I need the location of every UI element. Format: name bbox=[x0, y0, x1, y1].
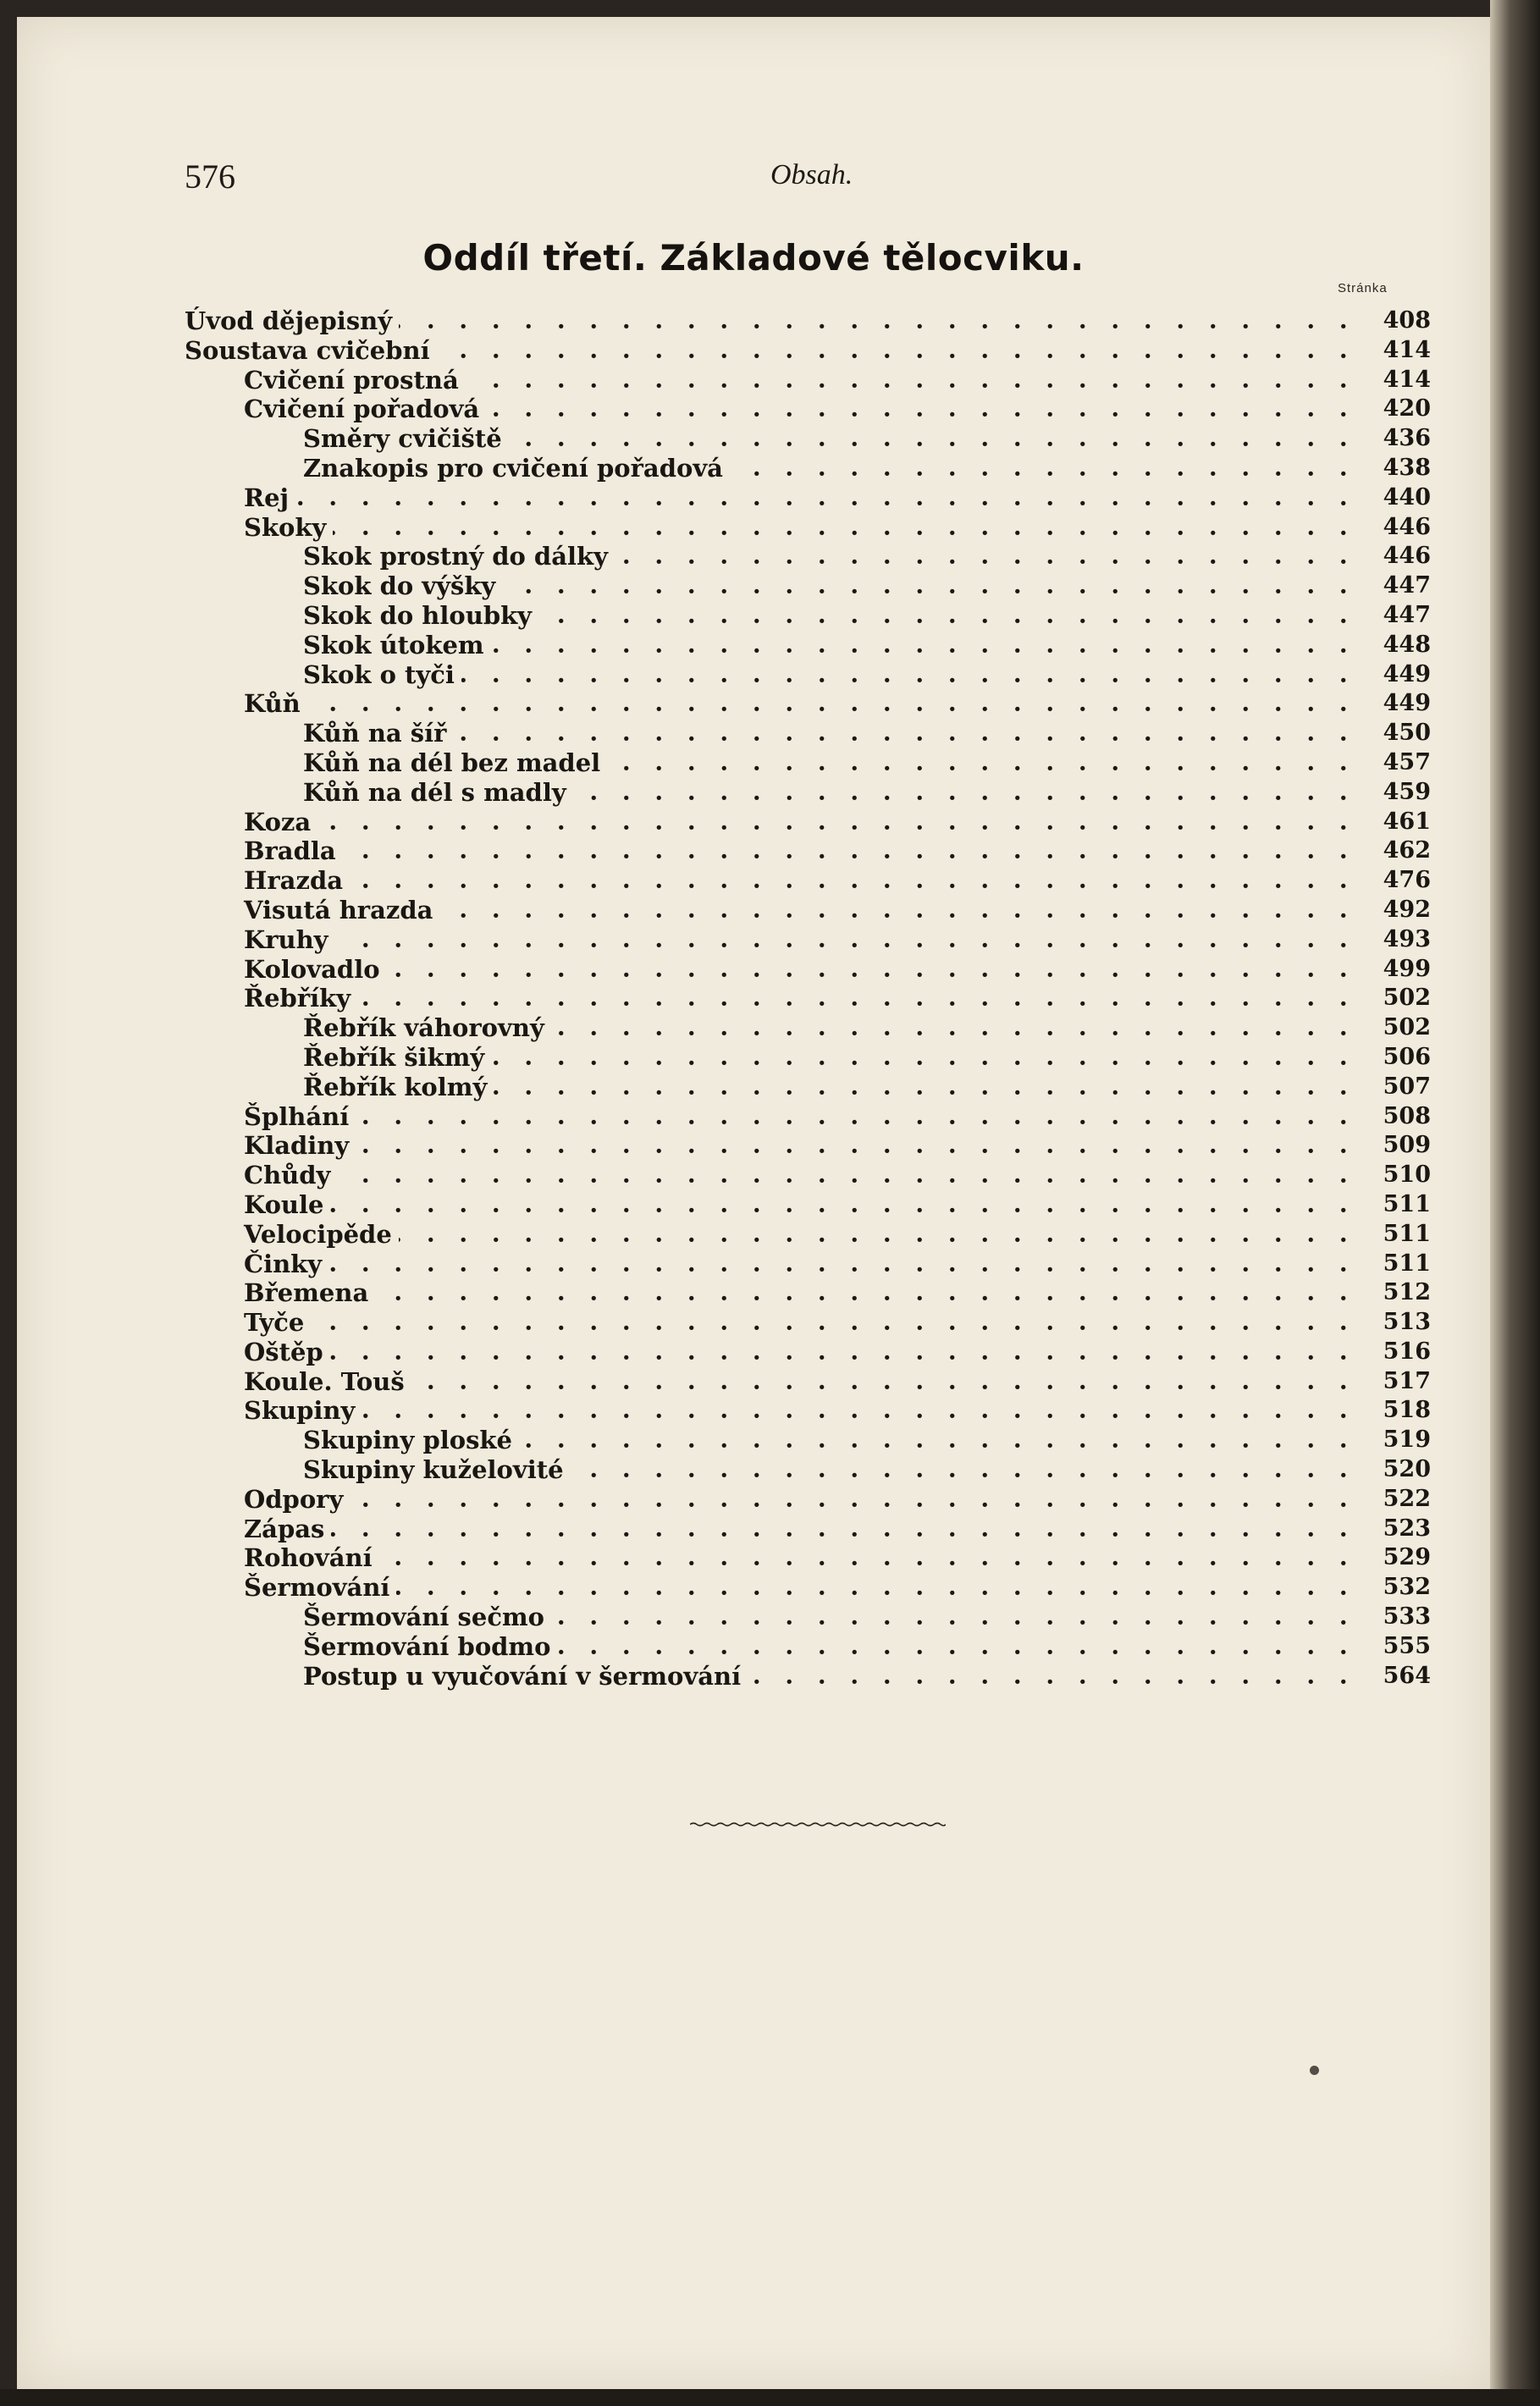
toc-entry-title: Soustava cvičební bbox=[185, 335, 430, 365]
toc-entry-title: Řebřík kolmý bbox=[303, 1072, 488, 1101]
dot-leader bbox=[379, 1543, 1372, 1573]
toc-entry-page: 438 bbox=[1383, 454, 1431, 481]
toc-entry-title: Bradla bbox=[244, 836, 336, 866]
toc-entry bbox=[185, 542, 1431, 571]
dot-leader bbox=[607, 748, 1372, 778]
toc-entry bbox=[185, 984, 1431, 1013]
dot-leader bbox=[730, 454, 1372, 483]
toc-entry bbox=[185, 1632, 1431, 1662]
toc-entry-page: 509 bbox=[1383, 1132, 1431, 1159]
toc-entry bbox=[185, 454, 1431, 483]
toc-entry bbox=[185, 1396, 1431, 1426]
toc-entry-page: 461 bbox=[1383, 808, 1431, 835]
dot-leader bbox=[343, 836, 1372, 866]
toc-entry-page: 516 bbox=[1383, 1338, 1431, 1365]
toc-entry bbox=[185, 1455, 1431, 1485]
toc-entry-title: Rohování bbox=[244, 1543, 373, 1573]
toc-entry bbox=[185, 1662, 1431, 1691]
toc-entry bbox=[185, 1102, 1431, 1132]
toc-entry-page: 459 bbox=[1383, 778, 1431, 805]
toc-entry-title: Břemena bbox=[244, 1278, 369, 1308]
toc-entry-title: Koza bbox=[244, 807, 312, 836]
toc-entry-page: 450 bbox=[1383, 720, 1431, 747]
page-edge-shadow bbox=[1490, 0, 1540, 2406]
toc-entry bbox=[185, 689, 1431, 719]
toc-entry-page: 492 bbox=[1383, 896, 1431, 923]
dot-leader bbox=[311, 1308, 1372, 1338]
toc-entry-page: 440 bbox=[1383, 483, 1431, 510]
toc-entry-page: 510 bbox=[1383, 1162, 1431, 1189]
toc-entry bbox=[185, 778, 1431, 808]
dot-leader bbox=[491, 1043, 1372, 1073]
dot-leader bbox=[519, 1426, 1372, 1455]
toc-entry-title: Skoky bbox=[244, 512, 327, 542]
toc-entry-title: Skupiny bbox=[244, 1396, 356, 1426]
toc-entry-page: 511 bbox=[1383, 1220, 1431, 1247]
dot-leader bbox=[362, 1396, 1372, 1426]
toc-entry-page: 408 bbox=[1383, 307, 1431, 334]
toc-entry bbox=[185, 1190, 1431, 1220]
toc-entry bbox=[185, 395, 1431, 424]
toc-entry-title: Koule bbox=[244, 1189, 324, 1219]
toc-entry-title: Oštěp bbox=[244, 1337, 323, 1366]
toc-entry bbox=[185, 1485, 1431, 1515]
toc-entry-title: Cvičení prostná bbox=[244, 365, 459, 395]
dot-leader bbox=[356, 1102, 1372, 1132]
toc-entry-page: 414 bbox=[1383, 336, 1431, 363]
toc-entry-page: 414 bbox=[1383, 366, 1431, 393]
toc-entry-page: 564 bbox=[1383, 1662, 1431, 1689]
toc-entry-title: Skok prostný do dálky bbox=[303, 542, 608, 571]
dot-leader bbox=[335, 925, 1372, 955]
toc-entry-title: Činky bbox=[244, 1249, 323, 1278]
ornamental-divider bbox=[690, 1820, 946, 1829]
page-column-label: Stránka bbox=[1338, 281, 1388, 295]
toc-entry bbox=[185, 336, 1431, 366]
toc-entry-page: 533 bbox=[1383, 1603, 1431, 1631]
toc-entry-title: Skok o tyči bbox=[303, 659, 455, 689]
toc-entry-page: 507 bbox=[1383, 1073, 1431, 1100]
toc-entry-title: Řebřík šikmý bbox=[303, 1042, 485, 1072]
dot-leader bbox=[509, 424, 1372, 454]
dot-leader bbox=[551, 1603, 1372, 1632]
toc-entry bbox=[185, 1515, 1431, 1544]
toc-entry-page: 519 bbox=[1383, 1426, 1431, 1454]
toc-entry-page: 517 bbox=[1383, 1367, 1431, 1394]
toc-entry-title: Visutá hrazda bbox=[244, 895, 433, 924]
dot-leader bbox=[491, 631, 1372, 660]
toc-entry bbox=[185, 571, 1431, 601]
toc-entry-title: Postup u vyučování v šermování bbox=[303, 1661, 742, 1691]
dot-leader bbox=[317, 808, 1372, 837]
toc-entry-title: Tyče bbox=[244, 1308, 305, 1338]
toc-entry-title: Rej bbox=[244, 483, 290, 512]
toc-entry bbox=[185, 483, 1431, 513]
toc-entry-title: Chůdy bbox=[244, 1161, 331, 1190]
dot-leader bbox=[333, 513, 1372, 543]
page-number: 576 bbox=[185, 157, 235, 196]
toc-entry bbox=[185, 1220, 1431, 1250]
toc-entry bbox=[185, 866, 1431, 896]
dot-leader bbox=[399, 306, 1372, 336]
toc-entry-title: Šermování sečmo bbox=[303, 1603, 545, 1632]
dot-leader bbox=[461, 660, 1372, 690]
toc-entry bbox=[185, 1043, 1431, 1073]
dot-leader bbox=[538, 601, 1372, 631]
toc-entry-page: 555 bbox=[1383, 1632, 1431, 1659]
toc-entry-title: Kladiny bbox=[244, 1131, 350, 1161]
toc-entry-page: 511 bbox=[1383, 1250, 1431, 1277]
toc-entry-title: Cvičení pořadová bbox=[244, 395, 480, 424]
toc-entry-title: Znakopis pro cvičení pořadová bbox=[303, 453, 723, 483]
toc-entry-title: Kůň na dél s madly bbox=[303, 777, 566, 807]
toc-entry-page: 448 bbox=[1383, 631, 1431, 658]
dot-leader bbox=[494, 1073, 1372, 1102]
toc-entry-page: 502 bbox=[1383, 1014, 1431, 1041]
toc-entry-title: Skupiny kuželovité bbox=[303, 1455, 564, 1485]
dot-leader bbox=[357, 984, 1372, 1013]
toc-entry bbox=[185, 1278, 1431, 1308]
toc-entry bbox=[185, 1367, 1431, 1397]
toc-entry bbox=[185, 1250, 1431, 1279]
toc-entry-page: 502 bbox=[1383, 985, 1431, 1012]
toc-entry-page: 512 bbox=[1383, 1279, 1431, 1306]
toc-entry bbox=[185, 748, 1431, 778]
toc-entry-title: Kolovadlo bbox=[244, 954, 380, 984]
dot-leader bbox=[453, 719, 1372, 748]
toc-entry-page: 493 bbox=[1383, 925, 1431, 952]
dot-leader bbox=[337, 1161, 1372, 1190]
toc-entry-title: Směry cvičiště bbox=[303, 424, 502, 454]
dot-leader bbox=[331, 1515, 1372, 1544]
toc-entry bbox=[185, 601, 1431, 631]
toc-entry-title: Zápas bbox=[244, 1514, 325, 1543]
dot-leader bbox=[330, 1338, 1372, 1367]
dot-leader bbox=[748, 1662, 1372, 1691]
toc-entry-page: 446 bbox=[1383, 543, 1431, 570]
toc-entry bbox=[185, 306, 1431, 336]
toc-entry-page: 446 bbox=[1383, 513, 1431, 540]
toc-entry bbox=[185, 1426, 1431, 1455]
dot-leader bbox=[328, 1250, 1372, 1279]
toc-entry-page: 506 bbox=[1383, 1043, 1431, 1070]
table-of-contents bbox=[185, 306, 1431, 1691]
toc-entry bbox=[185, 896, 1431, 925]
toc-entry-page: 511 bbox=[1383, 1190, 1431, 1217]
toc-entry-title: Velocipěde bbox=[244, 1219, 392, 1249]
toc-entry bbox=[185, 1603, 1431, 1632]
toc-entry-title: Skok do hloubky bbox=[303, 600, 533, 630]
toc-entry-page: 513 bbox=[1383, 1309, 1431, 1336]
toc-entry-page: 449 bbox=[1383, 690, 1431, 717]
toc-entry-title: Šermování bbox=[244, 1573, 390, 1603]
section-title: Oddíl třetí. Základové tělocviku. bbox=[422, 237, 1085, 279]
toc-entry bbox=[185, 808, 1431, 837]
dot-leader bbox=[437, 336, 1372, 366]
toc-entry-page: 523 bbox=[1383, 1515, 1431, 1542]
dot-leader bbox=[307, 689, 1372, 719]
toc-entry-page: 518 bbox=[1383, 1397, 1431, 1424]
dot-leader bbox=[411, 1367, 1372, 1397]
dot-leader bbox=[573, 778, 1372, 808]
toc-entry-title: Kruhy bbox=[244, 924, 328, 954]
toc-entry bbox=[185, 1338, 1431, 1367]
dot-leader bbox=[439, 896, 1372, 925]
toc-entry-title: Skok do výšky bbox=[303, 571, 496, 601]
toc-entry bbox=[185, 366, 1431, 395]
toc-entry-page: 529 bbox=[1383, 1544, 1431, 1571]
dot-leader bbox=[356, 1131, 1372, 1161]
toc-entry-page: 447 bbox=[1383, 572, 1431, 599]
toc-entry bbox=[185, 660, 1431, 690]
toc-entry-page: 447 bbox=[1383, 601, 1431, 628]
dot-leader bbox=[387, 955, 1372, 985]
toc-entry bbox=[185, 1573, 1431, 1603]
toc-entry-title: Kůň bbox=[244, 689, 301, 719]
toc-entry-title: Hrazda bbox=[244, 866, 344, 896]
running-head: Obsah. bbox=[770, 159, 853, 190]
toc-entry-title: Šermování bodmo bbox=[303, 1631, 551, 1661]
toc-entry-title: Skupiny ploské bbox=[303, 1426, 512, 1455]
toc-entry-page: 436 bbox=[1383, 425, 1431, 452]
toc-entry bbox=[185, 424, 1431, 454]
toc-entry-title: Koule. Touš bbox=[244, 1366, 405, 1396]
toc-entry-page: 508 bbox=[1383, 1102, 1431, 1129]
toc-entry-page: 499 bbox=[1383, 955, 1431, 982]
toc-entry bbox=[185, 1161, 1431, 1190]
toc-entry-page: 449 bbox=[1383, 660, 1431, 687]
dot-leader bbox=[551, 1013, 1372, 1043]
toc-entry-title: Řebřík váhorovný bbox=[303, 1013, 544, 1043]
toc-entry-page: 522 bbox=[1383, 1485, 1431, 1512]
toc-entry-page: 532 bbox=[1383, 1574, 1431, 1601]
dot-leader bbox=[295, 483, 1372, 513]
toc-entry-title: Skok útokem bbox=[303, 630, 484, 659]
toc-entry bbox=[185, 1543, 1431, 1573]
toc-entry-title: Kůň na dél bez madel bbox=[303, 748, 601, 777]
toc-entry bbox=[185, 1308, 1431, 1338]
toc-entry-page: 462 bbox=[1383, 837, 1431, 864]
toc-entry-title: Šplhání bbox=[244, 1101, 350, 1131]
toc-entry bbox=[185, 1073, 1431, 1102]
ink-spot bbox=[1310, 2066, 1319, 2075]
toc-entry bbox=[185, 836, 1431, 866]
toc-entry bbox=[185, 1013, 1431, 1043]
dot-leader bbox=[557, 1632, 1372, 1662]
bottom-edge-shadow bbox=[0, 2389, 1540, 2406]
toc-entry-page: 476 bbox=[1383, 867, 1431, 894]
toc-entry-page: 520 bbox=[1383, 1456, 1431, 1483]
dot-leader bbox=[396, 1573, 1372, 1603]
toc-entry bbox=[185, 513, 1431, 543]
toc-entry-title: Kůň na šíř bbox=[303, 719, 447, 748]
book-page bbox=[17, 17, 1490, 2389]
dot-leader bbox=[350, 1485, 1372, 1515]
dot-leader bbox=[330, 1190, 1372, 1220]
toc-entry-title: Řebříky bbox=[244, 984, 351, 1013]
dot-leader bbox=[350, 866, 1372, 896]
dot-leader bbox=[502, 571, 1372, 601]
toc-entry-page: 420 bbox=[1383, 395, 1431, 422]
toc-entry-page: 457 bbox=[1383, 748, 1431, 775]
dot-leader bbox=[399, 1220, 1372, 1250]
toc-entry-title: Odpory bbox=[244, 1484, 344, 1514]
toc-entry bbox=[185, 925, 1431, 955]
toc-entry bbox=[185, 631, 1431, 660]
dot-leader bbox=[466, 366, 1372, 395]
dot-leader bbox=[375, 1278, 1372, 1308]
dot-leader bbox=[571, 1455, 1372, 1485]
toc-entry-title: Úvod dějepisný bbox=[185, 306, 393, 335]
dot-leader bbox=[615, 542, 1372, 571]
toc-entry bbox=[185, 955, 1431, 985]
toc-entry bbox=[185, 719, 1431, 748]
dot-leader bbox=[486, 395, 1372, 424]
toc-entry bbox=[185, 1131, 1431, 1161]
